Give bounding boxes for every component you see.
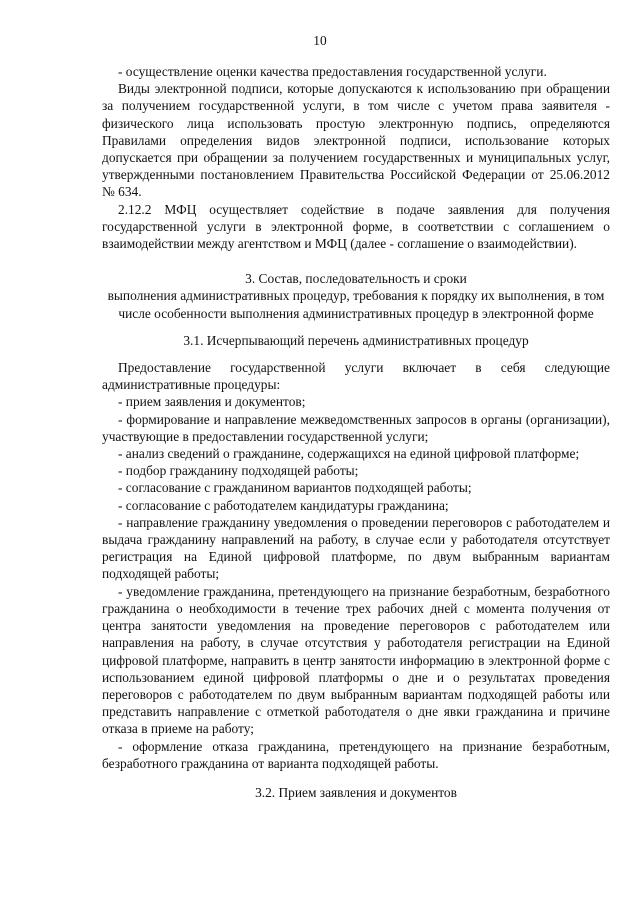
subsection-heading-3-1: 3.1. Исчерпывающий перечень административных процедур <box>183 332 529 348</box>
procedure-item: - анализ сведений о гражданине, содержащихся на единой цифровой платформе; <box>118 446 580 462</box>
paragraph-quality-assessment: - осуществление оценки качества предоставления государственной услуги. <box>118 64 547 79</box>
procedure-item: - направление гражданину уведомления о проведении переговоров с работодателем и выдача гражданину направлений на работу, в случае если у работодателя отсутствует регистрация на Единой цифровой платформе, по двум выбранным вариантам подходящей работы; <box>102 514 610 582</box>
page-number: 10 <box>313 33 327 48</box>
procedure-item: - согласование с работодателем кандидатуры гражданина; <box>118 497 449 513</box>
procedures-intro: Предоставление государственной услуги включает в себя следующие административные процедуры: <box>102 360 610 393</box>
page-body <box>102 63 610 801</box>
procedure-item: - уведомление гражданина, претендующего на признание безработным, безработного гражданина о необходимости в течение трех рабочих дней с момента получения от центра занятости уведомления на проведение переговоров с работодателем или направления на работу, в случае отсутствия у работодателя регистрации на Единой цифровой платформе, направить в центр занятости информацию в электронной форме с использованием единой цифровой платформы о дне и о результатах проведения переговоров с работодателем по двум выбранным вариантам подходящей работы или представить направление с отметкой работодателя о дне явки гражданина и причине отказа в приеме на работу; <box>102 583 610 737</box>
procedure-item: - прием заявления и документов; <box>118 394 306 410</box>
section-heading-title: 3. Состав, последовательность и сроки <box>245 271 467 287</box>
procedure-item: - согласование с гражданином вариантов подходящей работы; <box>118 480 472 496</box>
paragraph-mfc-assistance: 2.12.2 МФЦ осуществляет содействие в подаче заявления для получения государственной услуги в электронной форме, в соответствии с соглашением о взаимодействии между агентством и МФЦ (далее - соглашение о взаимодействии). <box>102 201 610 252</box>
procedure-item: - оформление отказа гражданина, претендующего на признание безработным, безработного гражданина от варианта подходящей работы. <box>102 738 610 771</box>
procedure-item: - формирование и направление межведомственных запросов в органы (организации), участвующие в предоставлении государственной услуги; <box>102 411 610 444</box>
procedure-item: - подбор гражданину подходящей работы; <box>118 463 359 479</box>
section-heading-subtitle: выполнения административных процедур, требования к порядку их выполнения, в том числе особенности выполнения административных процедур в электронной форме <box>107 288 605 321</box>
paragraph-electronic-signature: Виды электронной подписи, которые допускаются к использованию при обращении за получением государственной услуги, в том числе с учетом права заявителя - физического лица использовать простую электронную подпись, определяются Правилами определения видов электронной подписи, использование которых допускается при обращении за получением государственных и муниципальных услуг, утвержденными постановлением Правительства Российской Федерации от 25.06.2012 № 634. <box>102 81 610 200</box>
subsection-heading-3-2: 3.2. Прием заявления и документов <box>255 784 457 800</box>
